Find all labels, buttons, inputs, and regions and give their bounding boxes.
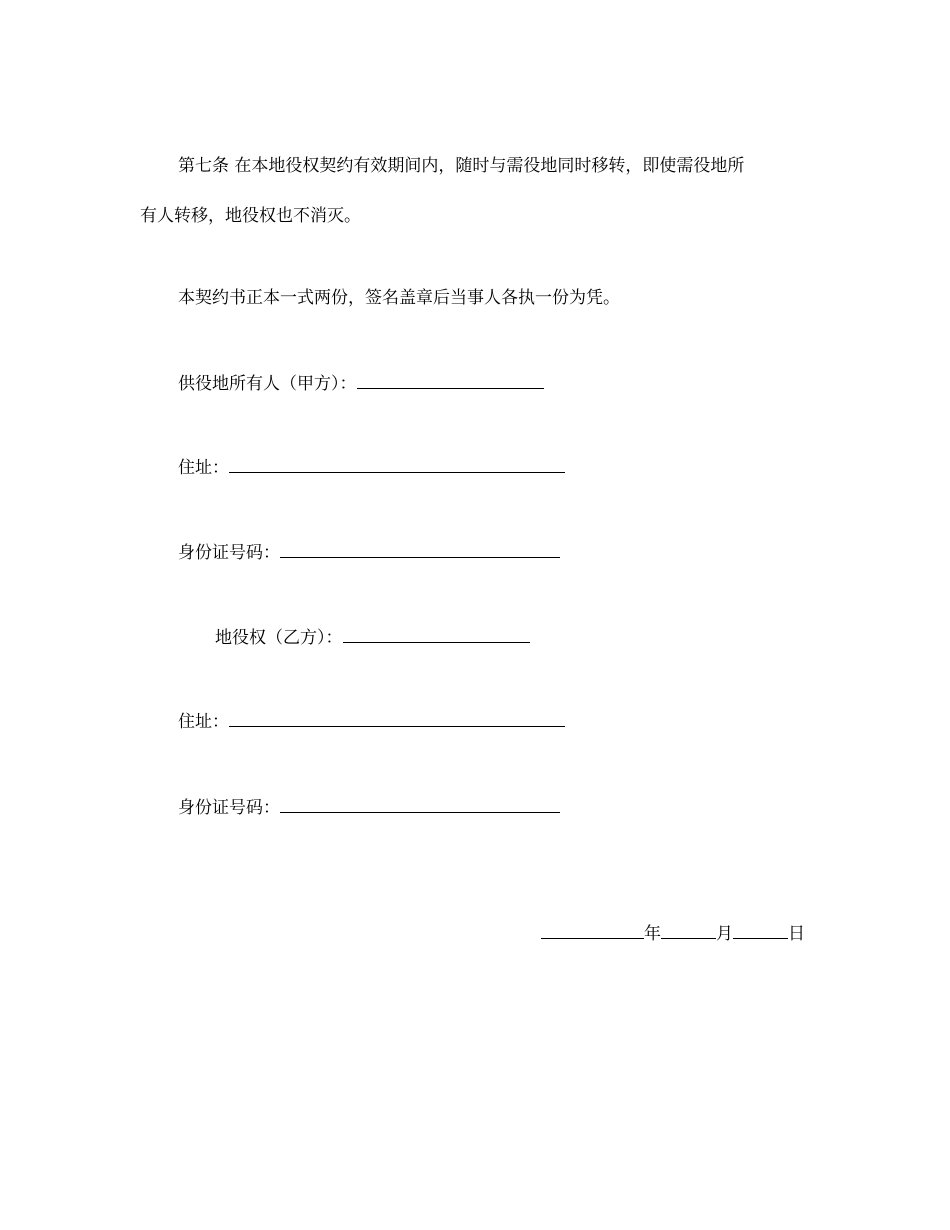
party-a-address-row bbox=[178, 456, 565, 478]
party-a-owner-label: 供役地所有人（甲方）： bbox=[178, 374, 357, 394]
party-b-owner-row bbox=[215, 626, 530, 648]
party-a-id-blank[interactable] bbox=[280, 541, 560, 558]
date-month-blank[interactable] bbox=[661, 922, 716, 939]
date-day-blank[interactable] bbox=[733, 922, 788, 939]
article7-line2: 有人转移，地役权也不消灭。 bbox=[140, 206, 361, 226]
party-a-address-label: 住址： bbox=[178, 458, 229, 478]
date-year-blank[interactable] bbox=[541, 922, 644, 939]
party-b-address-label: 住址： bbox=[178, 712, 229, 732]
date-year-label: 年 bbox=[644, 924, 661, 944]
article7-line1: 第七条 在本地役权契约有效期间内，随时与需役地同时移转，即使需役地所 bbox=[178, 156, 745, 176]
party-a-address-blank[interactable] bbox=[229, 456, 565, 473]
date-row bbox=[541, 922, 805, 944]
party-b-owner-label: 地役权（乙方）： bbox=[215, 628, 343, 648]
party-a-id-row bbox=[178, 541, 560, 563]
party-b-id-row bbox=[178, 796, 560, 818]
party-b-address-blank[interactable] bbox=[229, 710, 565, 727]
party-a-owner-blank[interactable] bbox=[357, 372, 544, 389]
date-day-label: 日 bbox=[788, 924, 805, 944]
party-b-address-row bbox=[178, 710, 565, 732]
party-a-owner-row bbox=[178, 372, 544, 394]
date-month-label: 月 bbox=[716, 924, 733, 944]
party-b-owner-blank[interactable] bbox=[343, 626, 530, 643]
party-b-id-blank[interactable] bbox=[280, 796, 560, 813]
party-b-id-label: 身份证号码： bbox=[178, 798, 280, 818]
copies-statement: 本契约书正本一式两份，签名盖章后当事人各执一份为凭。 bbox=[178, 288, 620, 308]
party-a-id-label: 身份证号码： bbox=[178, 543, 280, 563]
